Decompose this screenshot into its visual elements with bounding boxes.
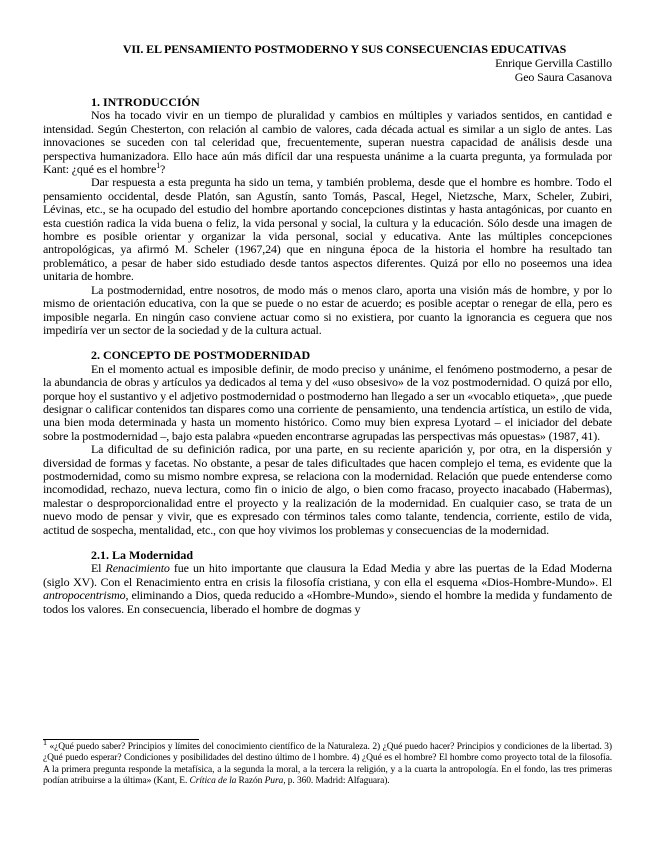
document-page bbox=[43, 42, 612, 616]
footnote-text: , p. 360. Madrid: Alfaguara). bbox=[283, 776, 390, 787]
paragraph-text: ? bbox=[160, 162, 166, 177]
paragraph: Dar respuesta a esta pregunta ha sido un tema, y también problema, desde que el hombre es hombre. Todo el pensamiento occidental, desde Platón, san Agustín, santo Tomás, Pascal, Hegel, Nietzsche, Marx, Scheler, Zubiri, Lévinas, etc., se ha ocupado del estudio del hombre aportando concepciones distintas y hasta antagónicas, por cuanto en esta cuestión radica la vida buena o feliz, la vida personal y social, la cultura y la educación. Sólo desde una imagen de hombre es posible orientar y organizar la vida personal, social y educativa. Ante las múltiples concepciones antropológicas, ya afirmó M. Scheler (1967,24) que en ninguna época de la historia el hombre ha resultado tan problemático, a pesar de haber sido estudiado desde tantos aspectos diferentes. Quizá por ello no poseemos una idea unitaria de hombre. bbox=[43, 175, 612, 284]
footnote-text: «¿Qué puedo saber? Principios y límites del conocimiento científico de la Naturaleza. 2) ¿Qué puedo hacer? Principios y condiciones de la libertad. 3) ¿Qué puedo esperar? Condiciones y posibilidades del destino último de l hombre. 4) ¿Qué es el hombre? El hombre como proyecto total de la filosofía. A la primera pregunta responde la metafísica, a la segunda la moral, a la tercera la religión, y a la cuarta la antropología. En el fondo, las tres primeras podían atribuirse a la última» (Kant, E. bbox=[43, 742, 612, 787]
footnote-number: 1 bbox=[43, 737, 47, 747]
footnote-book-title: Crítica de la bbox=[189, 776, 237, 787]
footnote-separator bbox=[43, 739, 199, 740]
paragraph: La postmodernidad, entre nosotros, de modo más o menos claro, aporta una visión más de hombre, y por lo mismo de orientación educativa, con la que se puede o no estar de acuerdo; es posible aceptar o renegar de ella, pero es imposible negarla. En ningún caso conviene actuar como si no existiera, por cuanto la ignorancia es ceguera que nos impediría ver un sector de la sociedad y de la cultura actual. bbox=[43, 282, 612, 337]
paragraph bbox=[43, 109, 612, 176]
footnote-book-title-word: Razón bbox=[236, 776, 265, 787]
paragraph: La dificultad de su definición radica, por una parte, en su reciente aparición y, por otra, en la dispersión y diversidad de formas y facetas. No obstante, a pesar de tales dificultades que hacen complejo el tema, es evidente que la postmodernidad, como su mismo nombre expresa, se relaciona con la modernidad. Relación que puede entenderse como incomodidad, rechazo, nueva lectura, como fin o inicio de algo, o bien como fracaso, proyecto inacabado (Habermas), malestar o desproporcionalidad entre el proyecto y la realización de la modernidad. En cualquier caso, se trata de un nuevo modo de pensar y vivir, que es expresado con términos tales como talante, tendencia, corriente, estilo de vida, actitud de sospecha, mentalidad, etc., con que hoy vivimos los problemas y consecuencias de la modernidad. bbox=[43, 442, 612, 537]
section-heading-concepto: 2. CONCEPTO DE POSTMODERNIDAD bbox=[91, 348, 311, 363]
footnote bbox=[43, 737, 612, 788]
paragraph-text: Nos ha tocado vivir en un tiempo de pluralidad y cambios en múltiples y variados sentidos, en cantidad e intensidad. Según Chesterton, con relación al cambio de valores, cada década actual es similar a un siglo de antes. Las innovaciones se suceden con tal celeridad que, frecuentemente, superan nuestra capacidad de análisis desde una perspectiva humanizadora. Ello hace aún más difícil dar una respuesta unánime a la cuarta pregunta, ya formulada por Kant: ¿qué es el hombre bbox=[43, 108, 612, 177]
paragraph: En el momento actual es imposible definir, de modo preciso y unánime, el fenómeno postmoderno, a pesar de la abundancia de obras y artículos ya dedicados al tema y del «uso obsesivo» de la voz postmodernidad. O quizá por ello, porque hoy el sustantivo y el adjetivo postmodernidad o postmoderno han llegado a ser un «vocablo etiqueta», ,que puede designar o calificar contenidos tan dispares como una corriente de pensamiento, una tendencia artística, un estilo de vida, una bien moda determinada y hasta un momento histórico. Como muy bien expresa Lyotard – el iniciador del debate sobre la postmodernidad –, bajo esta palabra «pueden encontrarse agrupadas las perspectivas más opuestas» (1987, 41). bbox=[43, 361, 612, 443]
emphasis-text: antropocentrismo bbox=[43, 588, 126, 603]
paragraph-text: fue un hito importante que clausura la Edad Media y abre las puertas de la Edad Moderna (siglo XV). Con el Renacimiento entra en crisis la filosofía cristiana, y con ella el esquema «Dios-Hombre-Mundo». El bbox=[43, 561, 612, 589]
section-heading-introduccion: 1. INTRODUCCIÓN bbox=[91, 95, 200, 109]
paragraph-text: El bbox=[91, 561, 106, 576]
paragraph-text: , eliminando a Dios, queda reducido a «Hombre-Mundo», siendo el hombre la medida y fundamento de todos los valores. En consecuencia, liberado el hombre de dogmas y bbox=[43, 588, 612, 616]
author-1: Enrique Gervilla Castillo bbox=[495, 56, 612, 70]
footnote-ref[interactable]: 1 bbox=[156, 161, 161, 171]
emphasis-text: Renacimiento bbox=[105, 561, 170, 576]
author-2: Geo Saura Casanova bbox=[514, 70, 612, 84]
footnote-book-title: Pura bbox=[264, 776, 284, 787]
subsection-heading-modernidad: 2.1. La Modernidad bbox=[91, 548, 194, 562]
document-title: VII. EL PENSAMIENTO POSTMODERNO Y SUS CONSECUENCIAS EDUCATIVAS bbox=[122, 42, 567, 56]
paragraph bbox=[43, 562, 612, 616]
